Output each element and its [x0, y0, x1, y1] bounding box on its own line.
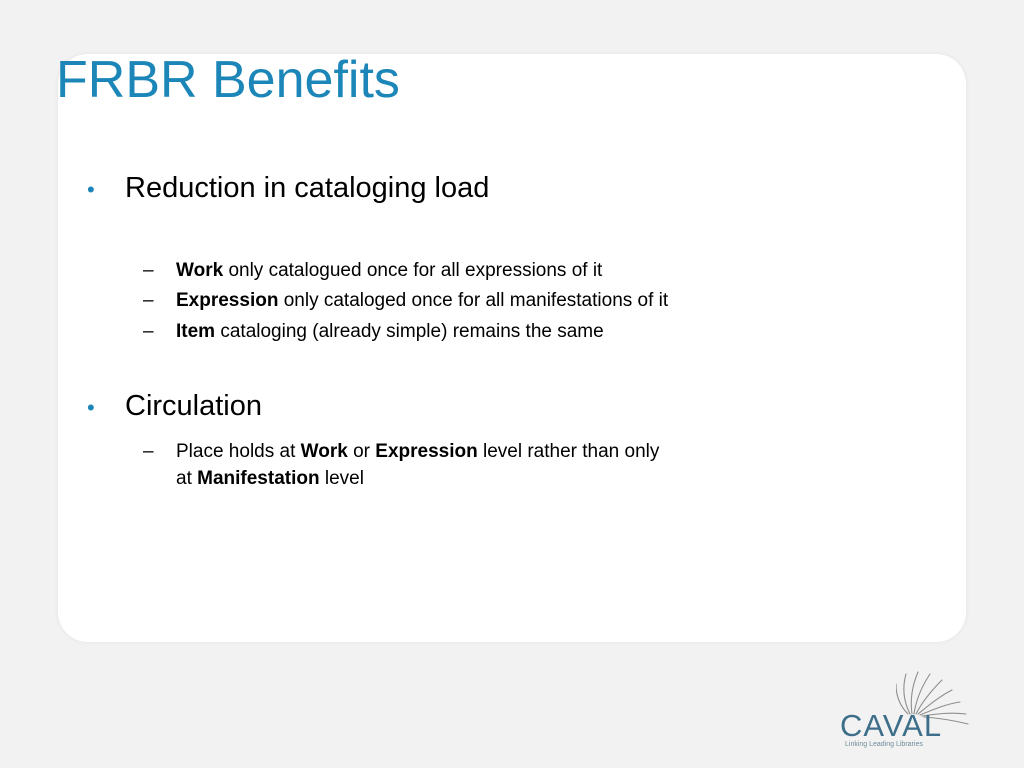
sub-bullet-bold: Expression [375, 441, 478, 462]
dash-icon: – [143, 441, 154, 462]
sub-bullet-plain: at [176, 468, 198, 489]
sub-bullet-text [176, 257, 602, 284]
sub-bullet-rest: only catalogued once for all expressions of it [223, 260, 603, 281]
sub-bullet-bold: Manifestation [197, 468, 320, 489]
bullet-dot-icon: • [87, 177, 95, 202]
bullet-item [87, 172, 489, 205]
slide-title: FRBR Benefits [56, 51, 400, 109]
sub-bullet-plain: Place holds at [176, 441, 301, 462]
sub-bullet-item [143, 287, 668, 314]
sub-bullet-text [176, 287, 668, 314]
sub-bullet-item [143, 438, 659, 492]
bullet-dot-icon: • [87, 395, 95, 420]
sub-bullet-text [176, 318, 604, 345]
sub-bullet-text [176, 438, 659, 492]
bullet-text: Circulation [125, 390, 262, 422]
dash-icon: – [143, 321, 154, 342]
sub-bullet-rest: cataloging (already simple) remains the same [215, 321, 604, 342]
sub-bullet-rest: only cataloged once for all manifestations of it [278, 290, 669, 311]
sub-bullet-bold: Work [300, 441, 348, 462]
content-panel [56, 51, 966, 642]
dash-icon: – [143, 260, 154, 281]
sub-bullet-plain: level [319, 468, 364, 489]
sub-bullet-item [143, 318, 604, 345]
caval-logo [836, 668, 976, 754]
bullet-item [87, 390, 262, 423]
dash-icon: – [143, 290, 154, 311]
bullet-text: Reduction in cataloging load [125, 172, 490, 204]
logo-tagline: Linking Leading Libraries [845, 741, 923, 748]
sub-bullet-plain: level rather than only [477, 441, 660, 462]
sub-bullet-item [143, 257, 602, 284]
sub-bullet-bold: Work [176, 260, 224, 281]
sub-bullet-bold: Item [176, 321, 216, 342]
sub-bullet-plain: or [347, 441, 376, 462]
sub-bullet-bold: Expression [176, 290, 279, 311]
logo-wordmark: CAVAL [840, 708, 943, 743]
